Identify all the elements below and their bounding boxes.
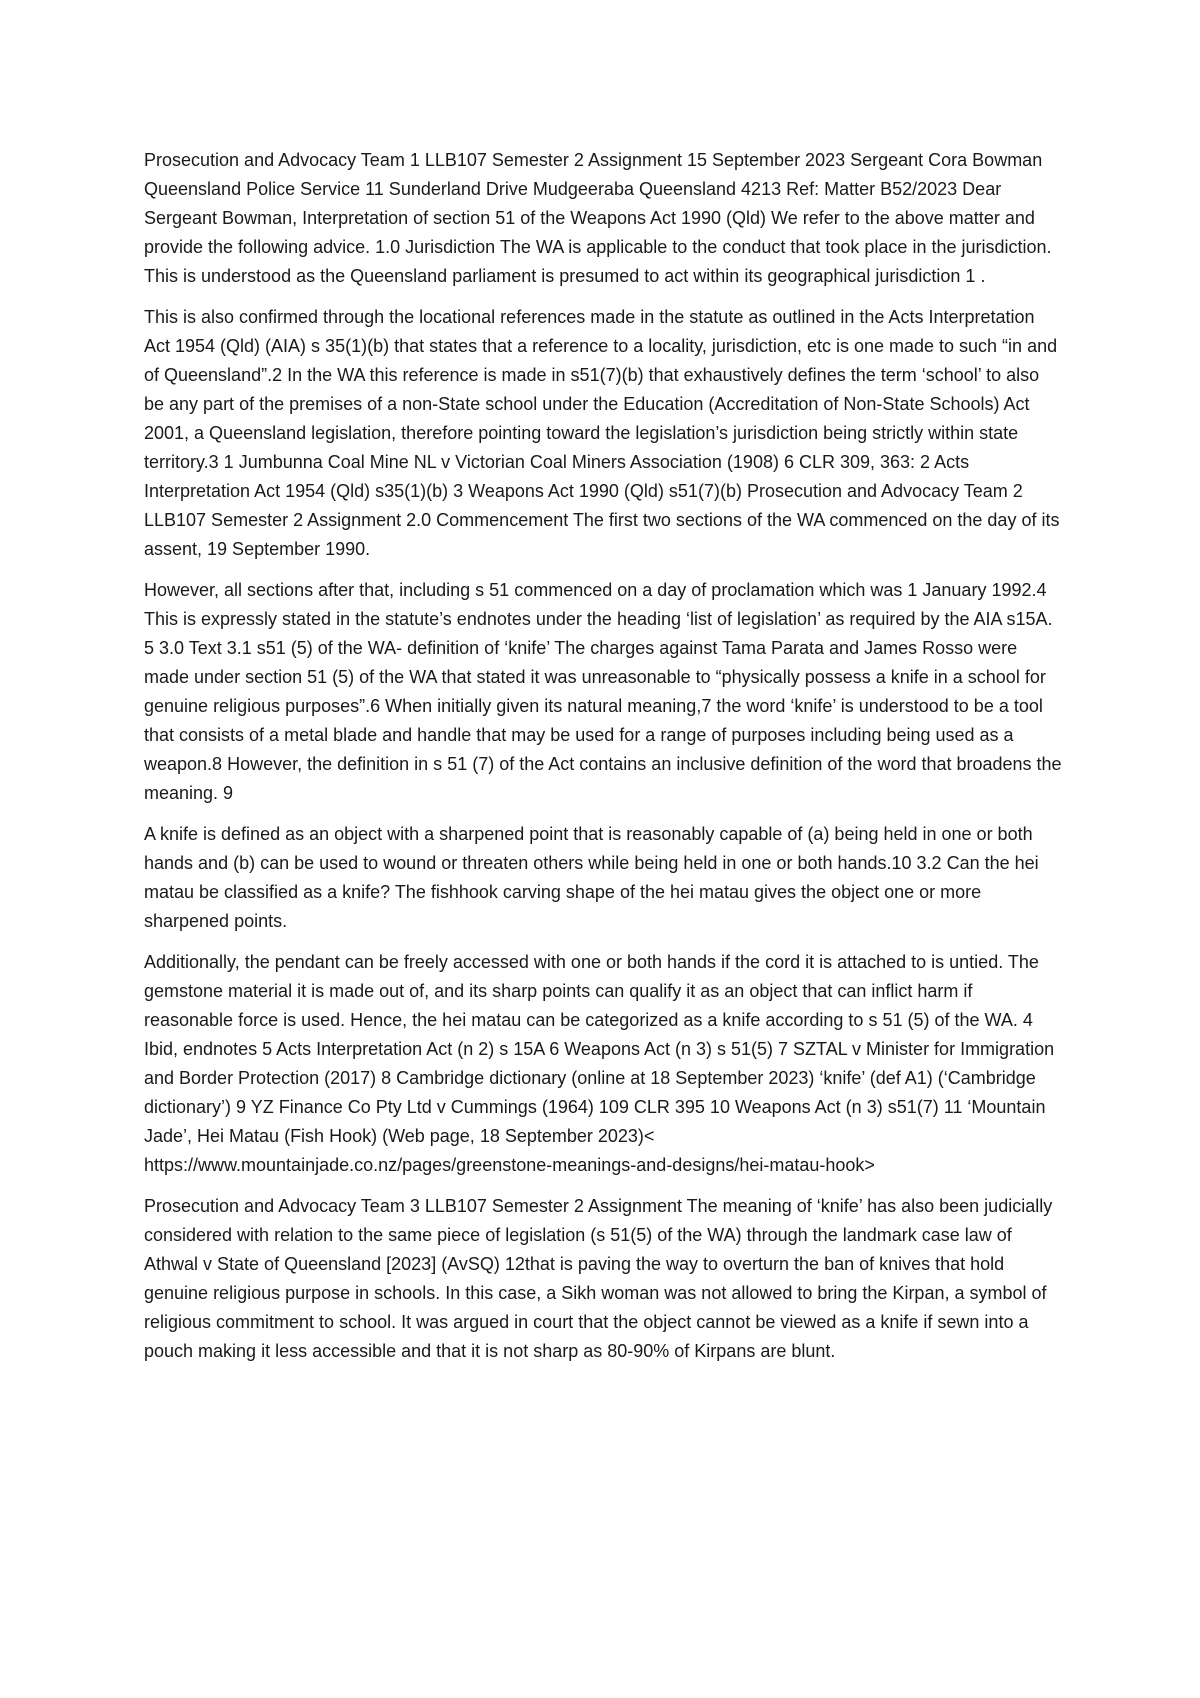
paragraph-2: This is also confirmed through the locational references made in the statute as outlined in the Acts Interpretation Act 1954 (Qld) (AIA) s 35(1)(b) that states that a reference to a locality, jurisdiction, etc is one made to such “in and of Queensland”.2 In the WA this reference is made in s51(7)(b) that exhaustively defines the term ‘school’ to also be any part of the premises of a non-State school under the Education (Accreditation of Non-State Schools) Act 2001, a Queensland legislation, therefore pointing toward the legislation’s jurisdiction being strictly within state territory.3 1 Jumbunna Coal Mine NL v Victorian Coal Miners Association (1908) 6 CLR 309, 363: 2 Acts Interpretation Act 1954 (Qld) s35(1)(b) 3 Weapons Act 1990 (Qld) s51(7)(b) Prosecution and Advocacy Team 2 LLB107 Semester 2 Assignment 2.0 Commencement The first two sections of the WA commenced on the day of its assent, 19 September 1990. xyxy=(144,307,1060,559)
paragraph-5: Additionally, the pendant can be freely accessed with one or both hands if the cord it is attached to is untied. The gemstone material it is made out of, and its sharp points can qualify it as an object that can inflict harm if reasonable force is used. Hence, the hei matau can be categorized as a knife according to s 51 (5) of the WA. 4 Ibid, endnotes 5 Acts Interpretation Act (n 2) s 15A 6 Weapons Act (n 3) s 51(5) 7 SZTAL v Minister for Immigration and Border Protection (2017) 8 Cambridge dictionary (online at 18 September 2023) ‘knife’ (def A1) (‘Cambridge dictionary’) 9 YZ Finance Co Pty Ltd v Cummings (1964) 109 CLR 395 10 Weapons Act (n 3) s51(7) 11 ‘Mountain Jade’, Hei Matau (Fish Hook) (Web page, 18 September 2023)< https://www.mountainjade.co.nz/pages/greenstone-meanings-and-designs/hei-matau-hook> xyxy=(144,952,1055,1175)
paragraph-3: However, all sections after that, including s 51 commenced on a day of proclamation which was 1 January 1992.4 This is expressly stated in the statute’s endnotes under the heading ‘list of legislation’ as required by the AIA s15A. 5 3.0 Text 3.1 s51 (5) of the WA- definition of ‘knife’ The charges against Tama Parata and James Rosso were made under section 51 (5) of the WA that stated it was unreasonable to “physically possess a knife in a school for genuine religious purposes”.6 When initially given its natural meaning,7 the word ‘knife’ is understood to be a tool that consists of a metal blade and handle that may be used for a range of purposes including being used as a weapon.8 However, the definition in s 51 (7) of the Act contains an inclusive definition of the word that broadens the meaning. 9 xyxy=(144,580,1062,803)
paragraph-6: Prosecution and Advocacy Team 3 LLB107 Semester 2 Assignment The meaning of ‘knife’ has also been judicially considered with relation to the same piece of legislation (s 51(5) of the WA) through the landmark case law of Athwal v State of Queensland [2023] (AvSQ) 12that is paving the way to overturn the ban of knives that hold genuine religious purpose in schools. In this case, a Sikh woman was not allowed to bring the Kirpan, a symbol of religious commitment to school. It was argued in court that the object cannot be viewed as a knife if sewn into a pouch making it less accessible and that it is not sharp as 80-90% of Kirpans are blunt. xyxy=(144,1196,1053,1361)
paragraph-4: A knife is defined as an object with a sharpened point that is reasonably capable of (a) being held in one or both hands and (b) can be used to wound or threaten others while being held in one or both hands.10 3.2 Can the hei matau be classified as a knife? The fishhook carving shape of the hei matau gives the object one or more sharpened points. xyxy=(144,824,1039,931)
paragraph-1: Prosecution and Advocacy Team 1 LLB107 Semester 2 Assignment 15 September 2023 Sergeant Cora Bowman Queensland Police Service 11 Sunderland Drive Mudgeeraba Queensland 4213 Ref: Matter B52/2023 Dear Sergeant Bowman, Interpretation of section 51 of the Weapons Act 1990 (Qld) We refer to the above matter and provide the following advice. 1.0 Jurisdiction The WA is applicable to the conduct that took place in the jurisdiction. This is understood as the Queensland parliament is presumed to act within its geographical jurisdiction 1 . xyxy=(144,150,1052,286)
document-body xyxy=(144,146,1064,1378)
